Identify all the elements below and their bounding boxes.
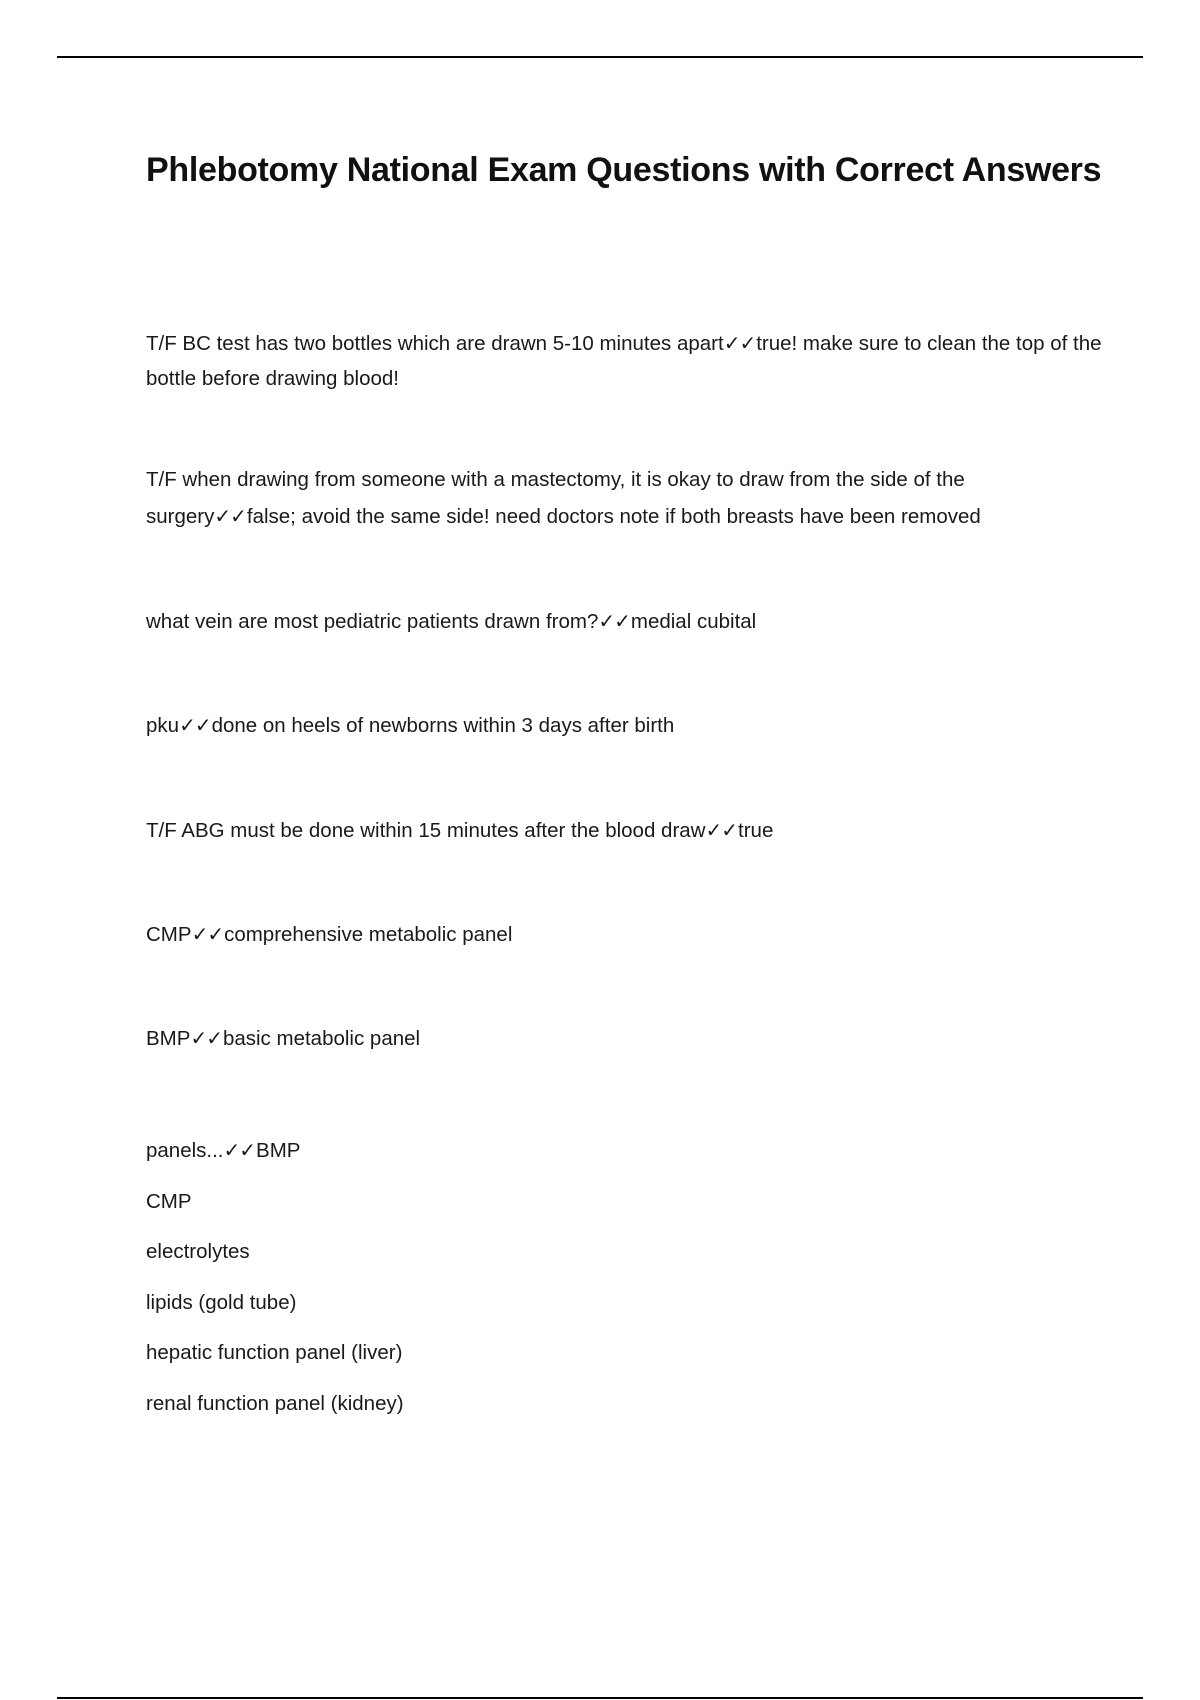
answer-line: electrolytes xyxy=(146,1240,250,1263)
answer-text: basic metabolic panel xyxy=(222,1027,421,1050)
question-text: panels... xyxy=(146,1139,224,1162)
answer-text: comprehensive metabolic panel xyxy=(224,923,513,946)
question-text: T/F BC test has two bottles which are drawn 5-10 minutes apart xyxy=(146,332,724,355)
qa-item-4 xyxy=(146,707,1106,744)
qa-item-7 xyxy=(146,1020,1106,1057)
qa-item-6 xyxy=(146,916,1106,953)
qa-item-1 xyxy=(146,326,1106,396)
double-checkmark-icon: ✓✓ xyxy=(190,1026,222,1050)
question-text: CMP xyxy=(146,923,192,946)
answer-line: CMP xyxy=(146,1189,192,1213)
answer-text: true xyxy=(738,819,774,842)
question-text: T/F when drawing from someone with a mastectomy, it is okay to draw from the side of the surgery xyxy=(146,468,965,528)
answer-text: BMP xyxy=(256,1139,301,1162)
qa-item-8 xyxy=(146,1125,1106,1429)
answer-text: medial cubital xyxy=(630,610,757,633)
qa-item-5 xyxy=(146,812,1106,849)
double-checkmark-icon: ✓✓ xyxy=(179,713,211,737)
double-checkmark-icon: ✓✓ xyxy=(191,922,224,946)
answer-text: true! make sure to clean the top of the bottle before drawing blood! xyxy=(146,332,1102,390)
answer-line: lipids (gold tube) xyxy=(146,1290,297,1314)
bottom-rule xyxy=(57,1697,1143,1699)
double-checkmark-icon: ✓✓ xyxy=(723,331,756,355)
answer-text: done on heels of newborns within 3 days after birth xyxy=(211,714,675,737)
qa-item-3 xyxy=(146,603,1106,640)
qa-item-2 xyxy=(146,461,1106,535)
question-text: BMP xyxy=(146,1027,191,1050)
double-checkmark-icon: ✓✓ xyxy=(223,1138,256,1162)
question-text: pku xyxy=(146,714,180,737)
double-checkmark-icon: ✓✓ xyxy=(598,609,630,633)
document-title: Phlebotomy National Exam Questions with Correct Answers xyxy=(146,151,1102,189)
question-text: what vein are most pediatric patients drawn from? xyxy=(146,610,599,633)
double-checkmark-icon: ✓✓ xyxy=(705,818,738,842)
answer-line: renal function panel (kidney) xyxy=(146,1391,404,1415)
answer-line: hepatic function panel (liver) xyxy=(146,1341,403,1364)
answer-text: false; avoid the same side! need doctors note if both breasts have been removed xyxy=(246,505,981,528)
double-checkmark-icon: ✓✓ xyxy=(214,504,246,528)
answer-line xyxy=(146,1125,1106,1177)
question-text: T/F ABG must be done within 15 minutes after the blood draw xyxy=(146,819,706,842)
top-rule xyxy=(57,56,1143,58)
